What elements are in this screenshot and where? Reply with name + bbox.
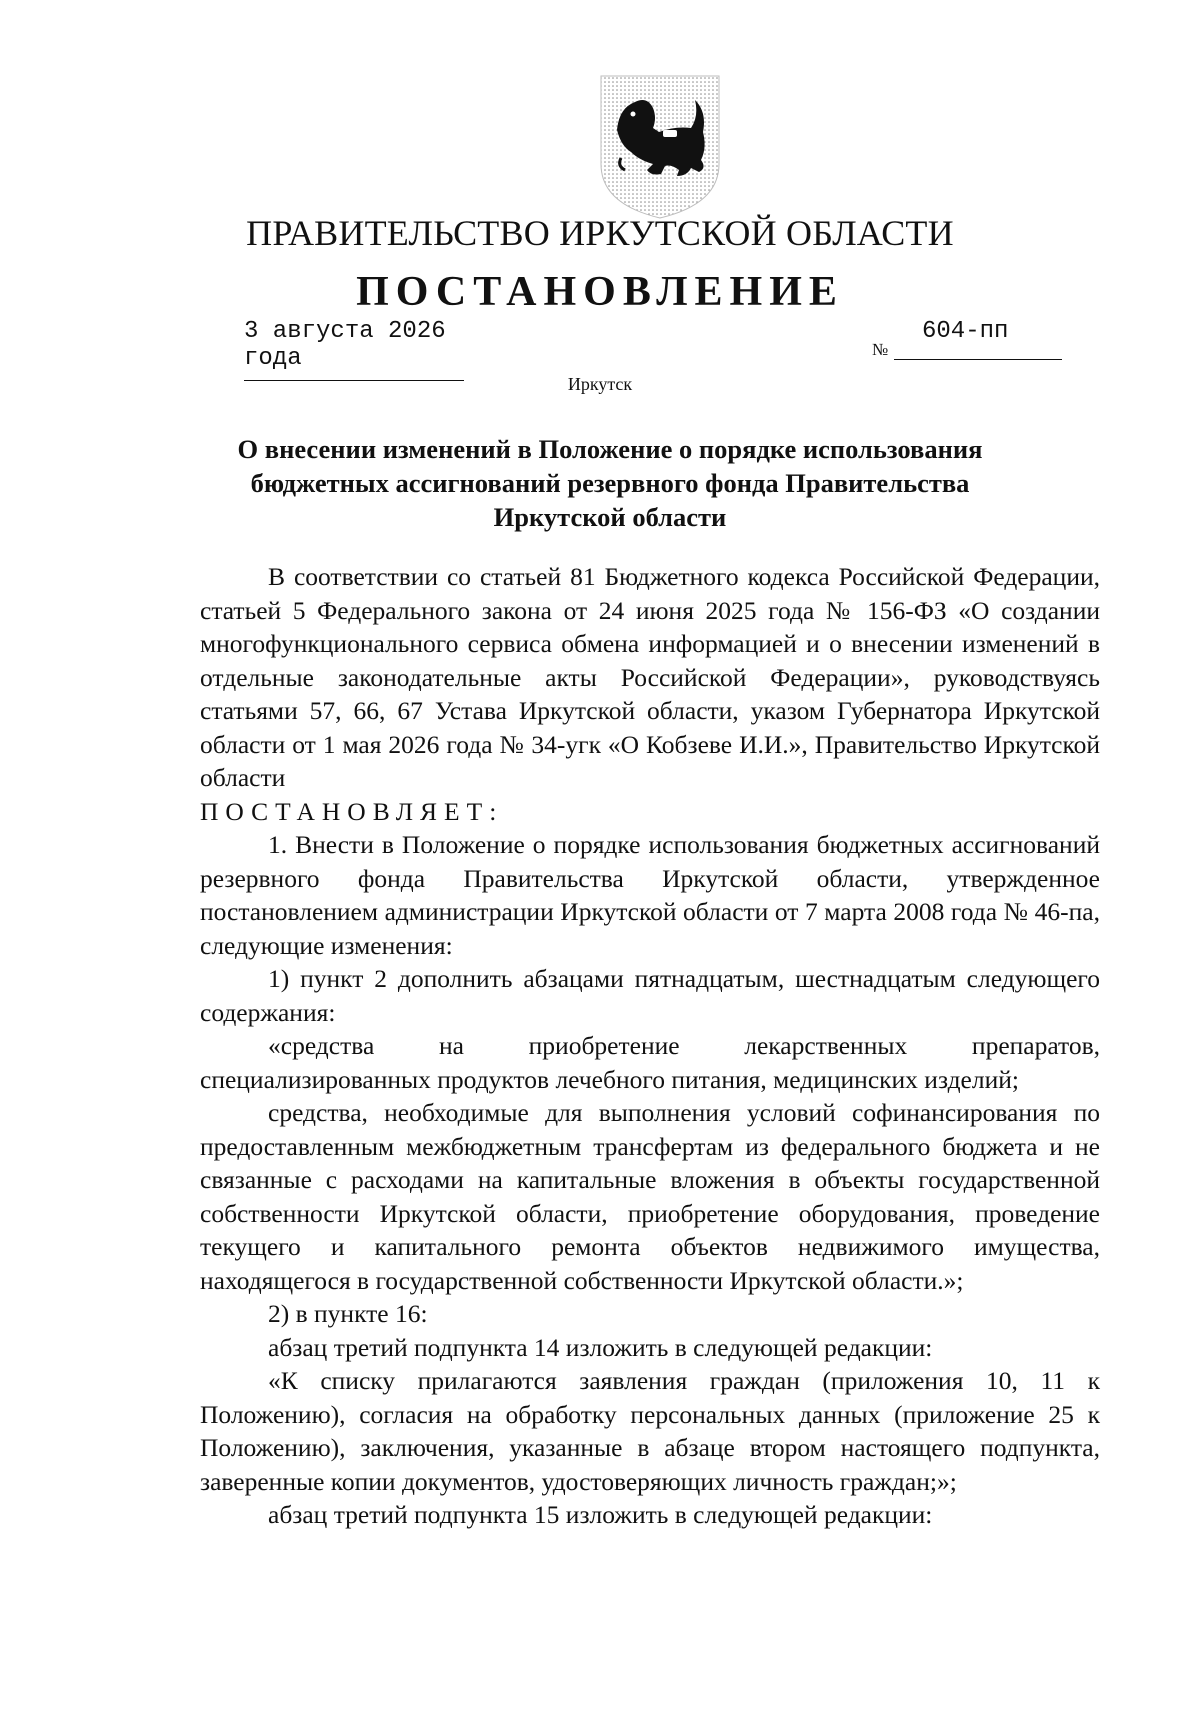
document-number: 604-пп [894,318,1062,360]
document-date: 3 августа 2026 года [244,318,464,381]
document-type-title: ПОСТАНОВЛЕНИЕ [356,269,844,315]
preamble: В соответствии со статьей 81 Бюджетного кодекса Российской Федерации, статьей 5 Федерального закона от 24 июня 2025 года № 156-ФЗ «О создании многофункционального сервиса обмена информацией и о внесении изменений в отдельные законодательные акты Российской Федерации», руководствуясь статьями 57, 66, 67 Устава Иркутской области, указом Губернатора Иркутской области от 1 мая 2026 года № 34-угк «О Кобзеве И.И.», Правительство Иркутской области [200,562,1100,792]
paragraph: 1. Внести в Положение о порядке использования бюджетных ассигнований резервного фонда Правительства Иркутской области, утвержденное постановлением администрации Иркутской области от 7 марта 2008 года № 46-па, следующие изменения: [200,830,1100,960]
irkutsk-coat-of-arms-icon [595,72,725,222]
paragraph: абзац третий подпункта 15 изложить в следующей редакции: [268,1500,933,1529]
paragraph: 2) в пункте 16: [268,1299,428,1328]
document-place: Иркутск [567,374,633,394]
document-body [200,560,1100,1532]
document-subject: О внесении изменений в Положение о порядке использования бюджетных ассигнований резервного фонда Правительства Иркутской области [237,434,983,532]
decree-word: ПОСТАНОВЛЯЕТ: [200,796,504,826]
paragraph: абзац третий подпункта 14 изложить в следующей редакции: [268,1332,933,1362]
government-title: ПРАВИТЕЛЬСТВО ИРКУТСКОЙ ОБЛАСТИ [246,213,954,253]
paragraph: 1) пункт 2 дополнить абзацами пятнадцатым, шестнадцатым следующего содержания: [200,964,1100,1027]
paragraph: «средства на приобретение лекарственных препаратов, специализированных продуктов лечебного питания, медицинских изделий; [200,1031,1100,1094]
number-sign: № [872,340,889,359]
paragraph: средства, необходимые для выполнения условий софинансирования по предоставленным межбюджетным трансфертам из федерального бюджета и не связанные с расходами на капитальные вложения в объекты государственной собственности Иркутской области, приобретение оборудования, проведение текущего и капитального ремонта объектов недвижимого имущества, находящегося в государственной собственности Иркутской области.»; [200,1098,1100,1295]
paragraph: «К списку прилагаются заявления граждан (приложения 10, 11 к Положению), согласия на обработку персональных данных (приложение 25 к Положению), заключения, указанные в абзаце втором настоящего подпункта, заверенные копии документов, удостоверяющих личность граждан;»; [200,1366,1100,1496]
